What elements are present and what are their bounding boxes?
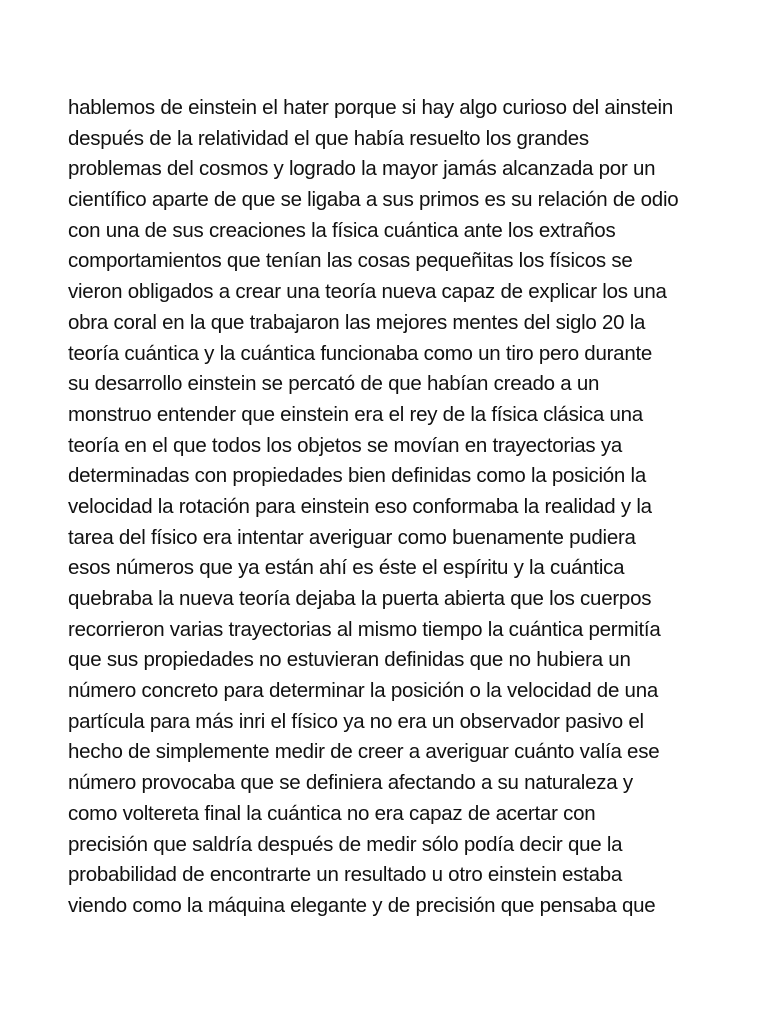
text-line: quebraba la nueva teoría dejaba la puerta abierta que los cuerpos (68, 587, 652, 610)
body-text (68, 93, 748, 922)
text-line: hablemos de einstein el hater porque si hay algo curioso del ainstein (68, 96, 673, 119)
text-line: esos números que ya están ahí es éste el espíritu y la cuántica (68, 556, 625, 580)
text-line: número concreto para determinar la posición o la velocidad de una (68, 679, 659, 703)
text-line: velocidad la rotación para einstein eso conformaba la realidad y la (68, 494, 652, 518)
text-line: hecho de simplemente medir de creer a averiguar cuánto valía ese (68, 740, 660, 764)
text-line: como voltereta final la cuántica no era capaz de acertar con (68, 801, 596, 825)
text-line: con una de sus creaciones la física cuántica ante los extraños (68, 218, 616, 242)
text-line: su desarrollo einstein se percató de que habían creado a un (68, 372, 600, 396)
text-line: partícula para más inri el físico ya no era un observador pasivo el (68, 709, 644, 733)
text-line: determinadas con propiedades bien definidas como la posición la (68, 464, 646, 488)
text-line: monstruo entender que einstein era el rey de la física clásica una (68, 402, 643, 426)
text-line: teoría en el que todos los objetos se movían en trayectorias ya (68, 433, 623, 457)
text-line: obra coral en la que trabajaron las mejores mentes del siglo 20 la (68, 310, 646, 334)
text-line: tarea del físico era intentar averiguar como buenamente pudiera (68, 525, 636, 549)
text-line: número provocaba que se definiera afectando a su naturaleza y (68, 771, 633, 795)
text-line: comportamientos que tenían las cosas pequeñitas los físicos se (68, 249, 633, 273)
text-line: teoría cuántica y la cuántica funcionaba como un tiro pero durante (68, 341, 653, 365)
text-line: que sus propiedades no estuvieran definidas que no hubiera un (68, 648, 631, 672)
text-line: probabilidad de encontrarte un resultado u otro einstein estaba (68, 863, 623, 887)
text-line: precisión que saldría después de medir sólo podía decir que la (68, 832, 623, 856)
text-line: científico aparte de que se ligaba a sus primos es su relación de odio (68, 188, 679, 212)
text-line: problemas del cosmos y logrado la mayor jamás alcanzada por un (68, 157, 656, 181)
text-line: viendo como la máquina elegante y de precisión que pensaba que (68, 893, 656, 917)
text-line: vieron obligados a crear una teoría nueva capaz de explicar los una (68, 280, 667, 304)
text-line: después de la relatividad el que había resuelto los grandes (68, 126, 589, 150)
text-line: recorrieron varias trayectorias al mismo tiempo la cuántica permitía (68, 617, 661, 641)
